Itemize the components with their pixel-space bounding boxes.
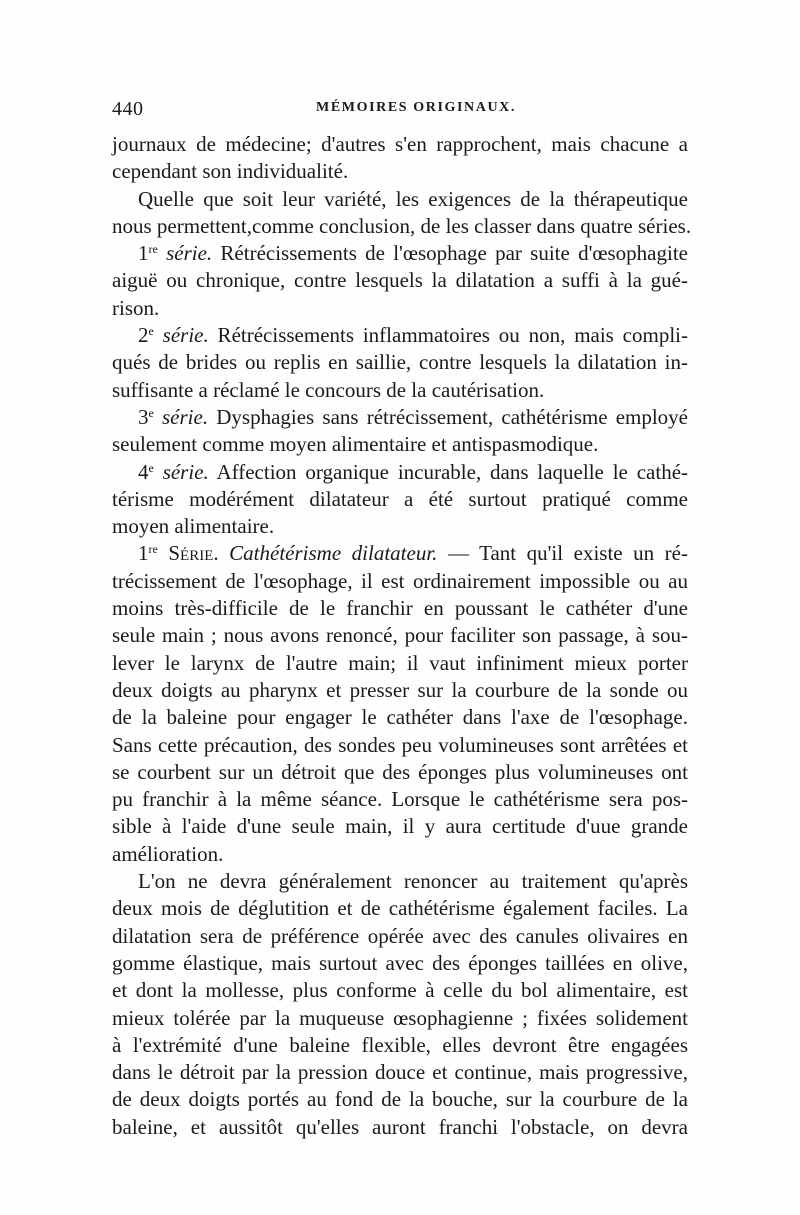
text-line: Quelle que soit leur variété, les exigences de la thérapeutique [138,186,688,211]
series-number: 2 [138,323,149,348]
text-line: deux doigts au pharynx et presser sur la courbure de la sonde ou [112,677,688,702]
text-line: journaux de médecine; d'autres s'en rapprochent, mais chacune a [112,132,688,156]
page-header [112,98,690,124]
text-line: deux mois de déglutition et de cathétérisme également faciles. La [112,896,688,921]
series-text: Dysphagies sans rétrécissement, cathétérisme employé [208,404,689,429]
text-line: moins très-difficile de le franchir en poussant le cathéter d'une [112,596,688,621]
text-line: seulement comme moyen alimentaire et antispasmodique. [112,432,599,457]
text-line [112,322,688,349]
text-line: dilatation sera de préférence opérée avec des canules olivaires en [112,923,688,948]
series-label: série. [162,323,209,348]
series-label: série. [166,241,213,266]
text-line: de la baleine pour engager le cathéter dans l'axe de l'œsophage. [112,705,688,730]
series-number: 3 [138,404,149,429]
series-text: Affection organique incurable, dans laquelle le cathé- [208,459,689,484]
text-line: baleine, et aussitôt qu'elles auront franchi l'obstacle, on devra [112,1114,688,1139]
text-line [112,404,688,431]
body-text [112,131,692,1141]
series-number: 1 [138,241,149,266]
text-line: et dont la mollesse, plus conforme à celle du bol alimentaire, est [112,978,688,1003]
series-number: 1 [138,541,149,566]
text-line: mieux tolérée par la muqueuse œsophagienne ; fixées solidement [112,1005,688,1030]
text-line: amélioration. [112,841,224,866]
text-line: dans le détroit par la pression douce et continue, mais progressive, [112,1060,688,1085]
text-line: moyen alimentaire. [112,514,275,539]
text-line: lever le larynx de l'autre main; il vaut infiniment mieux porter [112,650,688,675]
series-label: Cathétérisme dilatateur. [218,541,438,566]
series-ordinal: re [148,242,158,257]
series-label: série. [162,404,209,429]
series-label: série. [162,459,209,484]
text-line: Sans cette précaution, des sondes peu volumineuses sont arrêtées et [112,732,688,757]
text-line: trécissement de l'œsophage, il est ordinairement impossible ou au [112,568,688,593]
text-line: seule main ; nous avons renoncé, pour faciliter son passage, à sou- [112,623,688,648]
series-text: Rétrécissements inflammatoires ou non, mais compli- [208,323,688,348]
text-line: à l'extrémité d'une baleine flexible, elles devront être engagées [112,1032,688,1057]
series-ordinal: re [148,542,158,557]
text-line: sible à l'aide d'une seule main, il y aura certitude d'uue grande [112,814,688,839]
series-ordinal: e [148,405,154,420]
series-text: Rétrécissements de l'œsophage par suite d'œsophagite [212,241,688,266]
series-number: 4 [138,459,149,484]
page-number: 440 [112,98,144,120]
series-heading: Série. [168,541,219,566]
text-line: pu franchir à la même séance. Lorsque le cathétérisme sera pos- [112,787,688,812]
text-line: térisme modérément dilatateur a été surtout pratiqué comme [112,486,688,511]
text-line: rison. [112,295,160,320]
text-line [112,240,688,267]
text-line: suffisante a réclamé le concours de la cautérisation. [112,377,545,402]
text-line [112,459,688,486]
text-line: L'on ne devra généralement renoncer au traitement qu'après [138,869,688,894]
text-line: se courbent sur un détroit que des éponges plus volumineuses ont [112,759,688,784]
text-line: nous permettent,comme conclusion, de les classer dans quatre séries. [112,213,692,238]
series-ordinal: e [148,324,154,339]
text-line: cependant son individualité. [112,159,349,184]
text-line [112,540,688,567]
series-ordinal: e [148,460,154,475]
text-line: aiguë ou chronique, contre lesquels la dilatation a suffi à la gué- [112,268,688,293]
running-head: MÉMOIRES ORIGINAUX. [316,100,516,115]
text-line: de deux doigts portés au fond de la bouche, sur la courbure de la [112,1087,688,1112]
text-line: gomme élastique, mais surtout avec des éponges taillées en olive, [112,950,688,975]
text-line: qués de brides ou replis en saillie, contre lesquels la dilatation in- [112,350,688,375]
series-text: — Tant qu'il existe un ré- [437,541,688,566]
